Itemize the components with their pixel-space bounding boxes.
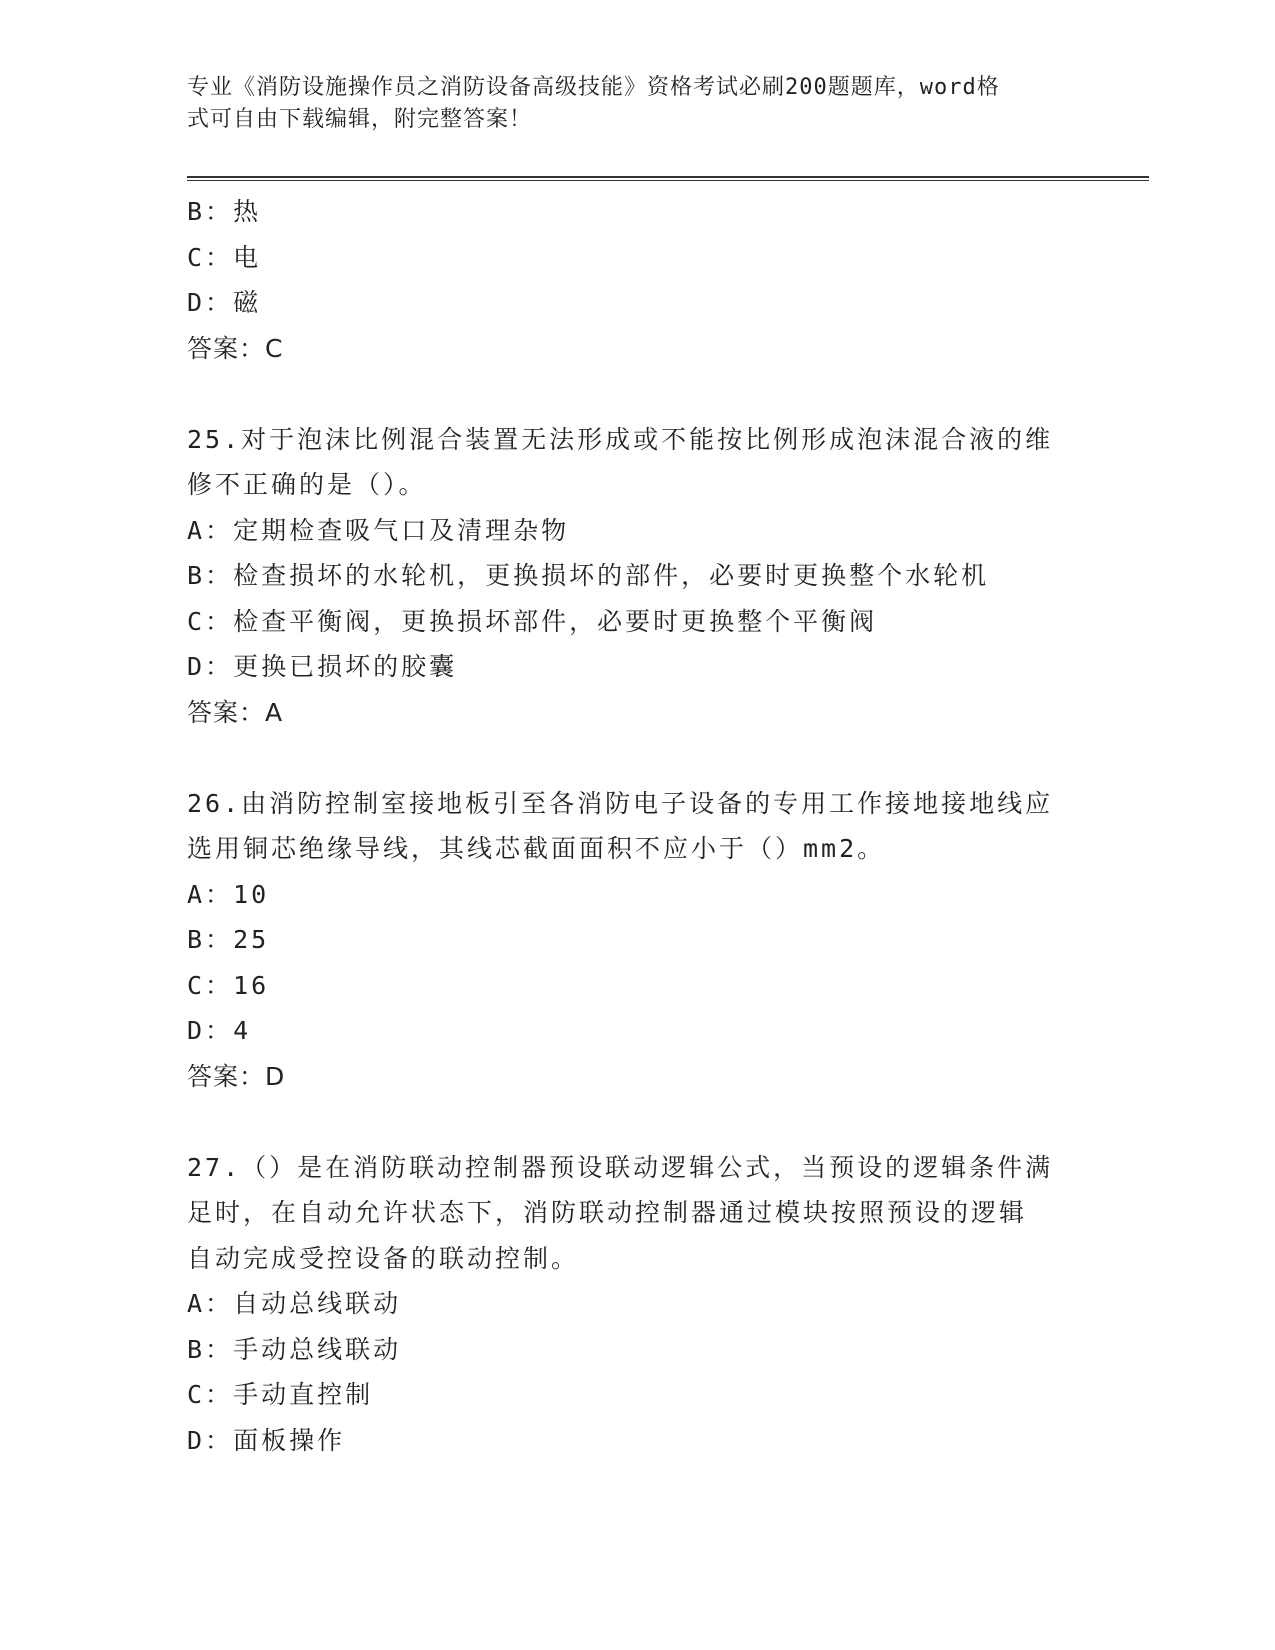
option-c: C：检查平衡阀，更换损坏部件，必要时更换整个平衡阀	[187, 606, 878, 636]
question-block-24	[187, 189, 1087, 371]
option-d: D：磁	[187, 288, 262, 317]
question-content	[187, 189, 1087, 1463]
question-stem: 27.（）是在消防联动控制器预设联动逻辑公式，当预设的逻辑条件满	[187, 1152, 1054, 1182]
option-d: D：面板操作	[187, 1425, 346, 1455]
header-line-2: 式可自由下载编辑，附完整答案！	[187, 107, 533, 132]
question-stem: 足时，在自动允许状态下，消防联动控制器通过模块按照预设的逻辑	[187, 1198, 1028, 1227]
option-c: C：手动直控制	[187, 1380, 374, 1409]
spacer	[187, 371, 1087, 417]
question-stem: 25.对于泡沫比例混合装置无法形成或不能按比例形成泡沫混合液的维	[187, 424, 1054, 454]
option-b: B：手动总线联动	[187, 1334, 402, 1364]
spacer	[187, 735, 1087, 781]
option-a: A：定期检查吸气口及清理杂物	[187, 515, 570, 545]
option-b: B：检查损坏的水轮机，更换损坏的部件，必要时更换整个水轮机	[187, 561, 990, 590]
header-divider	[187, 176, 1149, 181]
question-stem: 自动完成受控设备的联动控制。	[187, 1243, 580, 1273]
question-stem: 选用铜芯绝缘导线，其线芯截面面积不应小于（）mm2。	[187, 834, 886, 863]
answer-label: 答案：C	[187, 333, 284, 363]
answer-label: 答案：A	[187, 697, 284, 727]
option-a: A：自动总线联动	[187, 1289, 402, 1318]
question-block-26	[187, 781, 1087, 1100]
header-line-1: 专业《消防设施操作员之消防设备高级技能》资格考试必刷200题题库，word格	[187, 75, 1000, 100]
question-stem: 修不正确的是（）。	[187, 470, 427, 499]
option-a: A：10	[187, 879, 270, 909]
question-block-25	[187, 417, 1087, 736]
option-b: B：25	[187, 925, 270, 954]
option-d: D：更换已损坏的胶囊	[187, 652, 458, 681]
option-c: C：16	[187, 970, 270, 1000]
option-d: D：4	[187, 1016, 252, 1045]
option-c: C：电	[187, 242, 262, 272]
page-header	[187, 72, 1067, 136]
option-b: B：热	[187, 197, 262, 226]
question-block-27	[187, 1145, 1087, 1464]
question-stem: 26.由消防控制室接地板引至各消防电子设备的专用工作接地接地线应	[187, 788, 1054, 818]
spacer	[187, 1099, 1087, 1145]
answer-label: 答案：D	[187, 1061, 286, 1091]
